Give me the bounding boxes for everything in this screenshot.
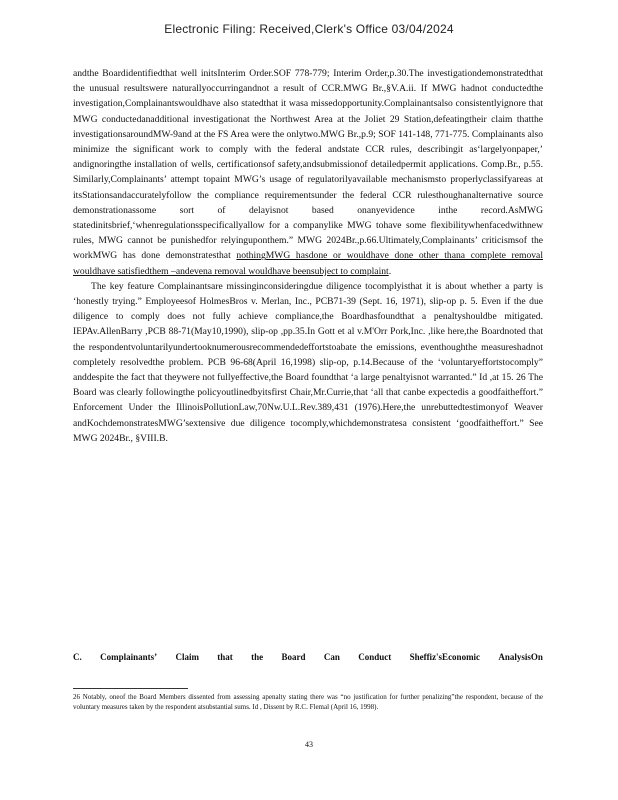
section-word: that xyxy=(217,652,233,662)
paragraph-2: The key feature Complainantsare missinginconsideringdue diligence tocomplyisthat it is about whether a party is ‘honestly trying.” Employeesof HolmesBros v. Merlan, Inc., PCB71-39 (Sept. 16, 1971), slip-op p. 5. Even if the due diligence to comply does not fully achieve compliance,the Boardhasfoundthat a penaltyshouldbe mitigated. IEPAv.AllenBarry ,PCB 88-71(May10,1990), slip-op ,pp.35.In Gott et al v.M'Orr Pork,Inc. ,like here,the Boardnoted that the respondentvoluntarilyundertooknumerousrecommendedeffortstoabate the emissions, eventhoughthe measureshadnot completely resolvedthe problem. PCB 96-68(April 16,1998) slip-op, p.14.Because of the ‘voluntaryeffortstocomply” anddespite the fact that theywere not fullyeffective,the Board foundthat ‘a large penaltyisnot warranted.” Id ,at 15. 26 The Board was clearly followingthe policyoutlinedbyitsfirst Chair,Mr.Currie,that ‘all that canbe expectedis a goodfaitheffort.” Enforcement Under the IllinoisPollutionLaw,70Nw.U.L.Rev.389,431 (1976).Here,the unrebuttedtestimonyof Weaver andKochdemonstratesMWG’sextensive due diligence tocomply,whichdemonstratesa consistent ‘goodfaitheffort.” See MWG 2024Br., §VIII.B. xyxy=(73,280,543,444)
footnote-divider xyxy=(73,688,188,689)
document-body xyxy=(73,66,543,446)
paragraph-1-tail: . xyxy=(388,265,392,277)
section-word: Conduct xyxy=(358,652,392,662)
section-word: Complainants’ xyxy=(100,652,158,662)
page-number: 43 xyxy=(305,740,313,749)
section-word: AnalysisOn xyxy=(498,652,543,662)
section-word: Board xyxy=(281,652,306,662)
paragraph-1-underlined: nothingMWG hasdone or wouldhave done other thana complete removal wouldhave satisfiedthem –andevena removal wouldhave beensubject to complaint xyxy=(73,250,543,277)
paragraph-1-text: andthe Boardidentifiedthat well initsInterim Order.SOF 778-779; Interim Order,p.30.The investigationdemonstratedthat the unusual resultswere naturallyoccurringandnot a result of CCR.MWG Br.,§V.A.ii. If MWG hadnot conductedthe investigation,Complainantswouldhave also statedthat it wasa missedopportunity.Complainantsalso consistentlyignore that MWG conductedanadditional investigationat the Northwest Area at the Joliet 29 Station,defeatingtheir claim thatthe investigationsaroundMW-9and at the FS Area were the onlytwo.MWG Br.,p.9; SOF 141-148, 771-775. Complainants also minimize the significant work to comply with the federal andstate CCR rules, describingit as‘largelyonpaper,’ andignoringthe installation of wells, certificationsof safety,andsubmissionof detailedpermit applications. Comp.Br., p.55. Similarly,Complainants’ attempt topaint MWG’s usage of regulatorilyavailable mechanismsto properlyclassifyareas at itsStationsandaccuratelyfollow the compliance requirementsunder the federal CCR rulesthoughanalternative source demonstrationassome sort of delayisnot based onanyevidence inthe record.AsMWG statedinitsbrief,‘whenregulationsspecificallyallow for a companylike MWG tohave some flexibilitywhenfacedwithnew rules, MWG cannot be punishedfor relyinguponthem.” MWG 2024Br.,p.66.Ultimately,Complainants’ criticismsof the workMWG has done demonstratesthat xyxy=(73,68,543,262)
section-word: Can xyxy=(323,652,340,662)
section-letter: C. xyxy=(73,652,82,662)
paragraph-1 xyxy=(73,66,543,279)
section-word: the xyxy=(251,652,264,662)
footnote: 26 Notably, oneof the Board Members dissented from assessing apenalty stating there was “no justification for further penalizing”the respondent, because of the voluntary measures taken by the respondent atsubstantial sums. Id , Dissent by R.C. Flemal (April 16, 1998). xyxy=(73,693,543,711)
section-word: Claim xyxy=(175,652,199,662)
section-heading xyxy=(73,652,543,662)
section-word: Sheffiz'sEconomic xyxy=(409,652,481,662)
filing-header: Electronic Filing: Received,Clerk's Office 03/04/2024 xyxy=(164,22,454,36)
